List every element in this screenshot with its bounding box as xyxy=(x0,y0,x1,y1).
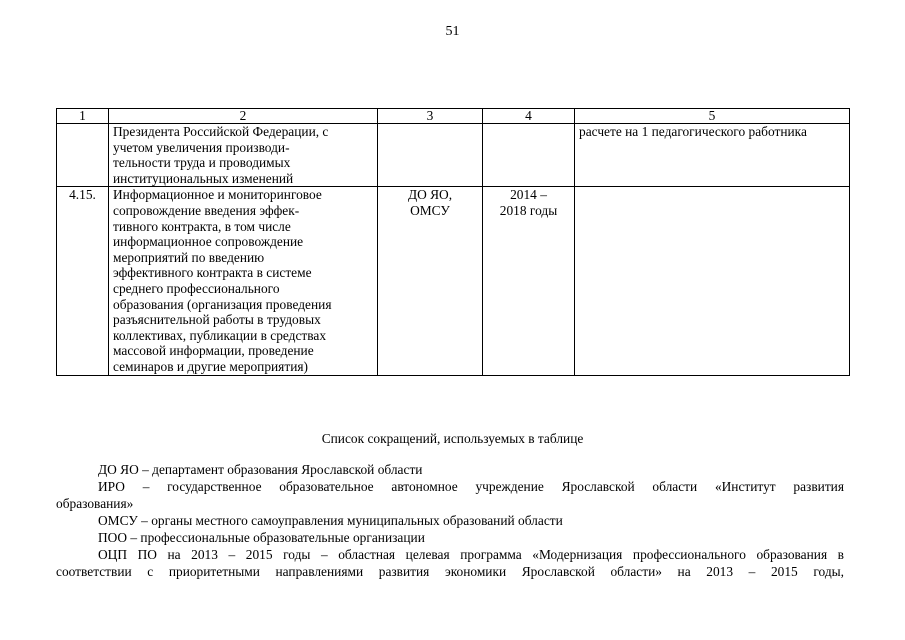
text-line: Информационное и мониторинговое xyxy=(113,187,322,203)
row-number xyxy=(57,124,109,187)
text-line: семинаров и другие мероприятия) xyxy=(113,358,308,374)
header-col-4: 4 xyxy=(483,109,575,124)
abbreviation-text: соответствии с приоритетными направлениями развития экономики Ярославской области» на 2013 – 2015 годы, xyxy=(56,564,844,579)
abbreviation-item xyxy=(56,512,844,529)
abbreviation-text: ДО ЯО – департамент образования Ярославской области xyxy=(98,462,423,477)
abbreviation-text: ИРО – государственное образовательное автономное учреждение Ярославской области «Институт развития xyxy=(98,479,844,494)
text-line: Президента Российской Федерации, с xyxy=(113,124,329,139)
header-col-5: 5 xyxy=(575,109,850,124)
text-line: тельности труда и проводимых xyxy=(113,155,291,171)
text-line: тивного контракта, в том числе xyxy=(113,218,291,234)
text-line: среднего профессионального xyxy=(113,280,280,296)
row-number: 4.15. xyxy=(57,187,109,375)
header-col-2: 2 xyxy=(109,109,378,124)
abbreviation-item xyxy=(56,563,844,580)
abbreviation-text: ОМСУ – органы местного самоуправления муниципальных образований области xyxy=(98,513,563,528)
text-line: разъяснительной работы в трудовых xyxy=(113,312,321,328)
abbreviation-item xyxy=(56,529,844,546)
table-header-row xyxy=(57,109,850,124)
header-col-1: 1 xyxy=(57,109,109,124)
table-row xyxy=(57,124,850,187)
text-line: расчете на 1 педагогического работника xyxy=(579,124,807,139)
abbreviation-item xyxy=(56,495,844,512)
period-cell xyxy=(483,124,575,187)
abbreviation-text: ПОО – профессиональные образовательные организации xyxy=(98,530,425,545)
measure-text xyxy=(109,124,378,187)
page-number: 51 xyxy=(445,24,460,39)
text-line: образования (организация проведения xyxy=(113,296,332,312)
text-line: мероприятий по введению xyxy=(113,249,265,265)
abbreviations-title: Список сокращений, используемых в таблице xyxy=(321,431,584,446)
text-line: 2018 годы xyxy=(499,202,558,218)
abbreviation-item xyxy=(56,546,844,563)
measures-table xyxy=(56,108,850,376)
abbreviation-text: образования» xyxy=(56,496,134,511)
table-row xyxy=(57,187,850,375)
text-line: институциональных изменений xyxy=(113,170,294,186)
text-line: ДО ЯО, xyxy=(407,187,453,203)
text-line: коллективах, публикации в средствах xyxy=(113,327,327,343)
text-line: массовой информации, проведение xyxy=(113,343,314,359)
result-cell xyxy=(575,124,850,187)
header-col-3: 3 xyxy=(378,109,483,124)
text-line: сопровождение введения эффек- xyxy=(113,202,300,218)
executor-cell xyxy=(378,187,483,375)
text-line: ОМСУ xyxy=(410,202,450,218)
abbreviation-text: ОЦП ПО на 2013 – 2015 годы – областная целевая программа «Модернизация профессионального образования в xyxy=(98,547,844,562)
executor-cell xyxy=(378,124,483,187)
abbreviation-item xyxy=(56,461,844,478)
result-cell xyxy=(575,187,850,375)
text-line: учетом увеличения производи- xyxy=(113,139,290,155)
text-line: эффективного контракта в системе xyxy=(113,265,312,281)
text-line: 2014 – xyxy=(510,187,547,203)
period-cell xyxy=(483,187,575,375)
abbreviation-item xyxy=(56,478,844,495)
text-line: информационное сопровождение xyxy=(113,234,304,250)
measure-text xyxy=(109,187,378,375)
